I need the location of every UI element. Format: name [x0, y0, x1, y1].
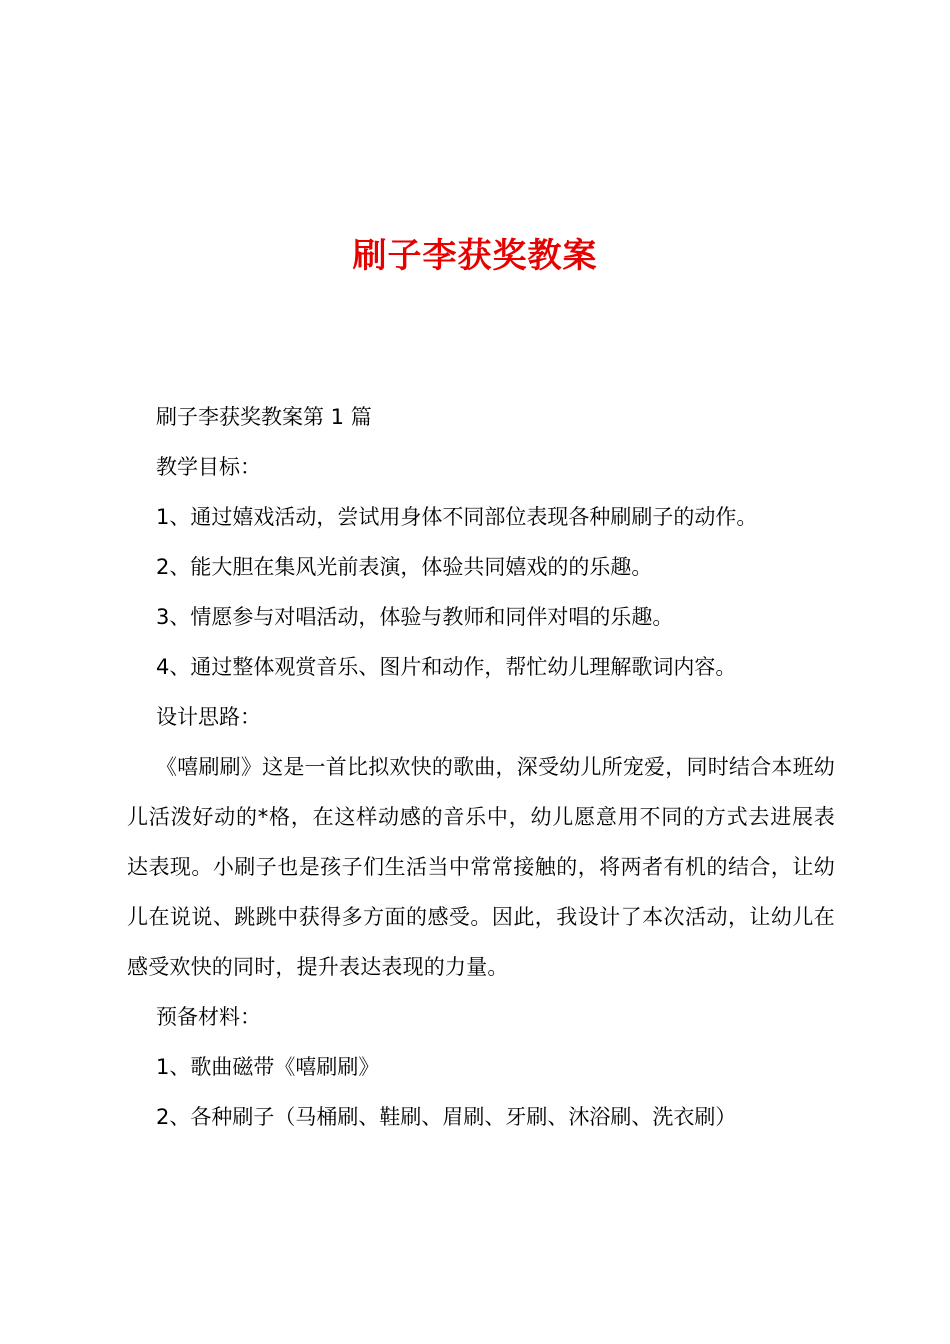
goal-item-1: 1、通过嬉戏活动，尝试用身体不同部位表现各种刷刷子的动作。 [156, 505, 758, 529]
heading-materials: 预备材料： [156, 1005, 261, 1029]
design-idea-paragraph: 《嘻刷刷》这是一首比拟欢快的歌曲，深受幼儿所宠爱，同时结合本班幼儿活泼好动的*格，在这样动感的音乐中，幼儿愿意用不同的方式去进展表达表现。小刷子也是孩子们生活当中常常接触的，将两者有机的结合，让幼儿在说说、跳跳中获得多方面的感受。因此，我设计了本次活动，让幼儿在感受欢快的同时，提升表达表现的力量。 [127, 755, 835, 979]
goal-item-3: 3、情愿参与对唱活动，体验与教师和同伴对唱的乐趣。 [156, 605, 674, 629]
heading-design-idea: 设计思路： [156, 705, 261, 729]
section-subtitle: 刷子李获奖教案第 1 篇 [156, 405, 372, 429]
goal-item-4: 4、通过整体观赏音乐、图片和动作，帮忙幼儿理解歌词内容。 [156, 655, 737, 679]
material-item-1: 1、歌曲磁带《嘻刷刷》 [156, 1055, 380, 1079]
material-item-2: 2、各种刷子（马桶刷、鞋刷、眉刷、牙刷、沐浴刷、洗衣刷） [156, 1105, 737, 1129]
heading-teaching-goals: 教学目标： [156, 455, 261, 479]
goal-item-2: 2、能大胆在集风光前表演，体验共同嬉戏的的乐趣。 [156, 555, 653, 579]
document-title: 刷子李获奖教案 [352, 235, 598, 276]
document-body [127, 392, 835, 1142]
